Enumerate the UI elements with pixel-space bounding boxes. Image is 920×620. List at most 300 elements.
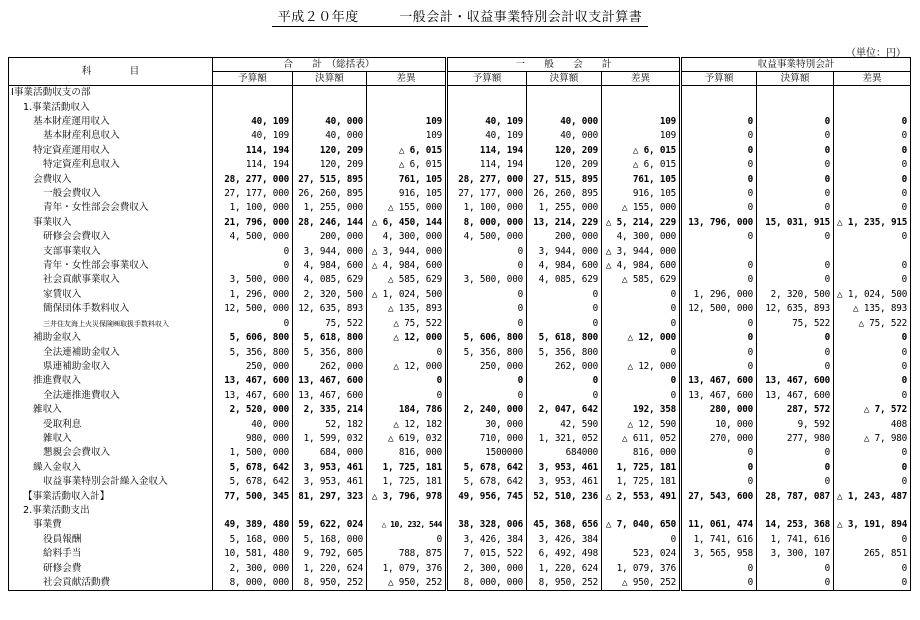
cell-value: 13, 467, 600 <box>213 389 293 403</box>
cell-value: 0 <box>681 259 757 273</box>
cell-value: △ 1, 235, 915 <box>834 216 911 230</box>
cell-value: 6, 492, 498 <box>527 547 602 561</box>
cell-value: 40, 109 <box>213 129 293 143</box>
cell-value: 523, 024 <box>602 547 681 561</box>
cell-value: 120, 209 <box>293 144 367 158</box>
cell-value: 287, 572 <box>757 403 834 417</box>
cell-value <box>367 100 447 114</box>
cell-value: △ 950, 252 <box>602 576 681 591</box>
cell-value: 0 <box>681 115 757 129</box>
row-label: 家賃収入 <box>9 288 213 302</box>
cell-value: 0 <box>834 172 911 186</box>
cell-value: 26, 260, 895 <box>527 187 602 201</box>
cell-value: 0 <box>834 273 911 287</box>
cell-value: △ 155, 000 <box>367 201 447 215</box>
cell-value: 816, 000 <box>602 446 681 460</box>
cell-value: 0 <box>447 317 527 331</box>
cell-value: 0 <box>757 115 834 129</box>
cell-value: △ 6, 450, 144 <box>367 216 447 230</box>
cell-value: 3, 953, 461 <box>293 461 367 475</box>
cell-value: 1500000 <box>447 446 527 460</box>
cell-value: △ 7, 572 <box>834 403 911 417</box>
cell-value: 4, 984, 600 <box>527 259 602 273</box>
cell-value: 8, 000, 000 <box>447 216 527 230</box>
cell-value: 13, 467, 600 <box>293 389 367 403</box>
cell-value: △ 6, 015 <box>367 158 447 172</box>
cell-value: 0 <box>527 288 602 302</box>
cell-value: 8, 000, 000 <box>447 576 527 591</box>
cell-value <box>447 100 527 114</box>
cell-value: 28, 277, 000 <box>213 172 293 186</box>
cell-value: 2, 320, 500 <box>293 288 367 302</box>
cell-value: 0 <box>681 201 757 215</box>
cell-value: 0 <box>602 345 681 359</box>
cell-value: △ 611, 052 <box>602 432 681 446</box>
cell-value: 5, 618, 800 <box>293 331 367 345</box>
cell-value: 1, 255, 000 <box>293 201 367 215</box>
cell-value <box>447 504 527 518</box>
row-label: 一般会費収入 <box>9 187 213 201</box>
row-label: 社会貢献活動費 <box>9 576 213 591</box>
cell-value: 27, 177, 000 <box>447 187 527 201</box>
cell-value: 0 <box>367 389 447 403</box>
cell-value: 0 <box>681 446 757 460</box>
cell-value: 0 <box>681 576 757 591</box>
cell-value: 27, 515, 895 <box>293 172 367 186</box>
cell-value: 761, 105 <box>367 172 447 186</box>
cell-value: △ 7, 980 <box>834 432 911 446</box>
table-row <box>9 461 911 475</box>
group-header-profit: 収益事業特別会計 <box>681 58 911 72</box>
row-label: 雑収入 <box>9 432 213 446</box>
cell-value: 3, 953, 461 <box>527 475 602 489</box>
table-row <box>9 172 911 186</box>
cell-value: 12, 500, 000 <box>213 302 293 316</box>
cell-value: 1, 741, 616 <box>681 533 757 547</box>
cell-value: 13, 467, 600 <box>757 374 834 388</box>
col-header: 差異 <box>602 72 681 86</box>
budget-table <box>8 57 911 591</box>
cell-value: 0 <box>834 129 911 143</box>
cell-value: 38, 328, 006 <box>447 518 527 532</box>
cell-value: 120, 209 <box>527 144 602 158</box>
cell-value: 0 <box>757 230 834 244</box>
table-row <box>9 504 911 518</box>
table-row <box>9 86 911 101</box>
cell-value: 75, 522 <box>757 317 834 331</box>
cell-value: △ 135, 893 <box>367 302 447 316</box>
cell-value: 262, 000 <box>293 360 367 374</box>
cell-value <box>757 504 834 518</box>
cell-value: 13, 467, 600 <box>757 389 834 403</box>
cell-value: 4, 085, 629 <box>527 273 602 287</box>
cell-value: 0 <box>681 317 757 331</box>
document-title-text: 平成２０年度 一般会計・収益事業特別会計収支計算書 <box>272 10 649 27</box>
cell-value: 5, 168, 000 <box>293 533 367 547</box>
cell-value: 0 <box>447 374 527 388</box>
cell-value: △ 135, 893 <box>834 302 911 316</box>
cell-value: 684, 000 <box>293 446 367 460</box>
cell-value: 5, 356, 800 <box>293 345 367 359</box>
cell-value: 408 <box>834 417 911 431</box>
cell-value: 0 <box>602 533 681 547</box>
cell-value: 0 <box>834 389 911 403</box>
cell-value <box>527 100 602 114</box>
cell-value: 250, 000 <box>213 360 293 374</box>
cell-value <box>834 86 911 101</box>
cell-value: 10, 000 <box>681 417 757 431</box>
row-label: 収益事業特別会計繰入金収入 <box>9 475 213 489</box>
cell-value: △ 75, 522 <box>834 317 911 331</box>
cell-value: 5, 356, 800 <box>527 345 602 359</box>
col-header: 予算額 <box>681 72 757 86</box>
cell-value: 270, 000 <box>681 432 757 446</box>
cell-value: 0 <box>757 331 834 345</box>
cell-value: 77, 500, 345 <box>213 489 293 503</box>
cell-value: 0 <box>834 475 911 489</box>
cell-value: 0 <box>681 273 757 287</box>
col-header: 決算額 <box>527 72 602 86</box>
cell-value: 2, 520, 000 <box>213 403 293 417</box>
cell-value: 0 <box>757 360 834 374</box>
cell-value: 120, 209 <box>293 158 367 172</box>
cell-value: 0 <box>213 259 293 273</box>
cell-value: 3, 426, 384 <box>447 533 527 547</box>
cell-value: 4, 500, 000 <box>213 230 293 244</box>
cell-value <box>681 86 757 101</box>
cell-value <box>681 100 757 114</box>
cell-value: 40, 000 <box>527 115 602 129</box>
row-label: 全法連推進費収入 <box>9 389 213 403</box>
cell-value: 684000 <box>527 446 602 460</box>
cell-value: 27, 177, 000 <box>213 187 293 201</box>
cell-value: 0 <box>681 129 757 143</box>
cell-value: △ 12, 000 <box>367 331 447 345</box>
cell-value: △ 619, 032 <box>367 432 447 446</box>
cell-value: 200, 000 <box>293 230 367 244</box>
cell-value: 3, 426, 384 <box>527 533 602 547</box>
cell-value <box>757 86 834 101</box>
cell-value: 0 <box>757 158 834 172</box>
cell-value: △ 3, 796, 978 <box>367 489 447 503</box>
table-row <box>9 547 911 561</box>
cell-value: 0 <box>447 288 527 302</box>
cell-value: 916, 105 <box>367 187 447 201</box>
table-row <box>9 100 911 114</box>
row-label: 簡保団体手数料収入 <box>9 302 213 316</box>
cell-value <box>293 86 367 101</box>
row-label: 懇親会会費収入 <box>9 446 213 460</box>
cell-value: 40, 109 <box>447 115 527 129</box>
cell-value: △ 155, 000 <box>602 201 681 215</box>
table-row <box>9 187 911 201</box>
cell-value: 10, 581, 480 <box>213 547 293 561</box>
cell-value: 1, 255, 000 <box>527 201 602 215</box>
row-label: 【事業活動収入計】 <box>9 489 213 503</box>
cell-value: 5, 678, 642 <box>447 475 527 489</box>
cell-value: △ 1, 243, 487 <box>834 489 911 503</box>
cell-value: 0 <box>834 230 911 244</box>
cell-value <box>527 86 602 101</box>
row-label: 2.事業活動支出 <box>9 504 213 518</box>
cell-value: 3, 565, 958 <box>681 547 757 561</box>
table-row <box>9 432 911 446</box>
cell-value: 5, 678, 642 <box>213 461 293 475</box>
cell-value: △ 3, 191, 894 <box>834 518 911 532</box>
cell-value: △ 12, 000 <box>602 331 681 345</box>
cell-value <box>527 504 602 518</box>
table-row <box>9 389 911 403</box>
cell-value: 109 <box>602 115 681 129</box>
cell-value: 1, 079, 376 <box>602 561 681 575</box>
cell-value: 2, 300, 000 <box>447 561 527 575</box>
cell-value: 109 <box>367 129 447 143</box>
cell-value: 0 <box>681 144 757 158</box>
cell-value: 12, 500, 000 <box>681 302 757 316</box>
table-header <box>9 58 911 86</box>
cell-value: 1, 296, 000 <box>213 288 293 302</box>
document-title <box>0 6 920 25</box>
cell-value: 0 <box>681 230 757 244</box>
cell-value: 0 <box>757 446 834 460</box>
cell-value <box>681 504 757 518</box>
cell-value: △ 12, 182 <box>367 417 447 431</box>
group-header-total: 合 計 （総括表） <box>213 58 447 72</box>
cell-value: △ 585, 629 <box>602 273 681 287</box>
cell-value: 192, 358 <box>602 403 681 417</box>
cell-value: 184, 786 <box>367 403 447 417</box>
table-row <box>9 374 911 388</box>
row-label: 給料手当 <box>9 547 213 561</box>
cell-value: 0 <box>834 360 911 374</box>
table-row <box>9 244 911 258</box>
cell-value: 0 <box>834 446 911 460</box>
cell-value: 710, 000 <box>447 432 527 446</box>
cell-value: 0 <box>602 288 681 302</box>
cell-value: 761, 105 <box>602 172 681 186</box>
cell-value: 21, 796, 000 <box>213 216 293 230</box>
row-label: 事業費 <box>9 518 213 532</box>
cell-value <box>834 100 911 114</box>
cell-value: △ 4, 984, 600 <box>367 259 447 273</box>
cell-value: 114, 194 <box>213 158 293 172</box>
cell-value: 3, 944, 000 <box>293 244 367 258</box>
cell-value: 109 <box>602 129 681 143</box>
cell-value: 816, 000 <box>367 446 447 460</box>
cell-value: 27, 515, 895 <box>527 172 602 186</box>
cell-value: △ 6, 015 <box>602 158 681 172</box>
cell-value: 0 <box>834 561 911 575</box>
cell-value: 0 <box>834 259 911 273</box>
subject-header: 科 目 <box>9 58 213 86</box>
cell-value: 2, 335, 214 <box>293 403 367 417</box>
col-header: 差異 <box>834 72 911 86</box>
cell-value: 250, 000 <box>447 360 527 374</box>
row-label: 特定資産運用収入 <box>9 144 213 158</box>
cell-value: 13, 467, 600 <box>681 389 757 403</box>
cell-value: 12, 635, 893 <box>293 302 367 316</box>
cell-value: 15, 031, 915 <box>757 216 834 230</box>
cell-value: 1, 725, 181 <box>367 461 447 475</box>
cell-value: 0 <box>527 374 602 388</box>
cell-value <box>602 100 681 114</box>
cell-value: △ 1, 024, 500 <box>367 288 447 302</box>
cell-value: 0 <box>681 360 757 374</box>
row-label: 社会貢献事業収入 <box>9 273 213 287</box>
table-row <box>9 158 911 172</box>
row-label: 受取利息 <box>9 417 213 431</box>
cell-value: 5, 356, 800 <box>213 345 293 359</box>
cell-value: 45, 368, 656 <box>527 518 602 532</box>
cell-value: 114, 194 <box>213 144 293 158</box>
cell-value: 40, 000 <box>213 417 293 431</box>
cell-value <box>602 86 681 101</box>
table-row <box>9 518 911 532</box>
cell-value: 5, 618, 800 <box>527 331 602 345</box>
cell-value: △ 3, 944, 000 <box>367 244 447 258</box>
cell-value: 0 <box>834 345 911 359</box>
cell-value: △ 12, 000 <box>367 360 447 374</box>
cell-value: 3, 953, 461 <box>293 475 367 489</box>
cell-value: 28, 787, 087 <box>757 489 834 503</box>
cell-value: 9, 792, 605 <box>293 547 367 561</box>
cell-value: 0 <box>527 317 602 331</box>
table-row <box>9 129 911 143</box>
cell-value: 9, 592 <box>757 417 834 431</box>
row-label: 繰入金収入 <box>9 461 213 475</box>
row-label: 基本財産運用収入 <box>9 115 213 129</box>
cell-value <box>367 86 447 101</box>
cell-value: 40, 000 <box>293 129 367 143</box>
cell-value: 0 <box>834 576 911 591</box>
cell-value: 0 <box>834 461 911 475</box>
table-body <box>9 86 911 591</box>
cell-value: 5, 168, 000 <box>213 533 293 547</box>
cell-value: 0 <box>681 475 757 489</box>
table-row <box>9 302 911 316</box>
cell-value <box>293 100 367 114</box>
cell-value: 75, 522 <box>293 317 367 331</box>
cell-value: 8, 950, 252 <box>527 576 602 591</box>
cell-value: 4, 300, 000 <box>602 230 681 244</box>
cell-value: 2, 240, 000 <box>447 403 527 417</box>
cell-value: 200, 000 <box>527 230 602 244</box>
cell-value: 49, 956, 745 <box>447 489 527 503</box>
cell-value <box>367 504 447 518</box>
cell-value: 0 <box>757 129 834 143</box>
cell-value: 0 <box>757 461 834 475</box>
cell-value: 0 <box>757 345 834 359</box>
col-header: 予算額 <box>213 72 293 86</box>
cell-value: △ 6, 015 <box>602 144 681 158</box>
group-header-general: 一 般 会 計 <box>447 58 681 72</box>
cell-value: 13, 467, 600 <box>293 374 367 388</box>
cell-value: 8, 950, 252 <box>293 576 367 591</box>
table-row <box>9 144 911 158</box>
cell-value: 40, 109 <box>447 129 527 143</box>
cell-value: △ 6, 015 <box>367 144 447 158</box>
table-row <box>9 331 911 345</box>
col-header: 決算額 <box>757 72 834 86</box>
cell-value: 0 <box>602 302 681 316</box>
cell-value: 3, 953, 461 <box>527 461 602 475</box>
cell-value: 1, 321, 052 <box>527 432 602 446</box>
cell-value: 0 <box>834 115 911 129</box>
row-label: 基本財産利息収入 <box>9 129 213 143</box>
cell-value: 0 <box>447 259 527 273</box>
cell-value: 11, 061, 474 <box>681 518 757 532</box>
cell-value: 4, 085, 629 <box>293 273 367 287</box>
cell-value: 0 <box>681 561 757 575</box>
cell-value: 1, 100, 000 <box>447 201 527 215</box>
cell-value <box>447 86 527 101</box>
cell-value: 0 <box>757 144 834 158</box>
cell-value: 1, 296, 000 <box>681 288 757 302</box>
cell-value: 0 <box>757 273 834 287</box>
table-row <box>9 273 911 287</box>
row-label: 三井住友海上火災保険㈱取扱手数料収入 <box>9 317 213 331</box>
cell-value: 0 <box>834 144 911 158</box>
cell-value: 49, 389, 480 <box>213 518 293 532</box>
cell-value: 0 <box>602 374 681 388</box>
cell-value: 980, 000 <box>213 432 293 446</box>
row-label: 雑収入 <box>9 403 213 417</box>
cell-value: 81, 297, 323 <box>293 489 367 503</box>
table-row <box>9 533 911 547</box>
cell-value: △ 585, 629 <box>367 273 447 287</box>
cell-value: 0 <box>602 317 681 331</box>
row-label: 推進費収入 <box>9 374 213 388</box>
table-row <box>9 489 911 503</box>
cell-value: 5, 678, 642 <box>213 475 293 489</box>
cell-value: 2, 300, 000 <box>213 561 293 575</box>
cell-value: 0 <box>681 158 757 172</box>
cell-value: 1, 599, 032 <box>293 432 367 446</box>
cell-value: 0 <box>834 187 911 201</box>
cell-value: 277, 980 <box>757 432 834 446</box>
cell-value: 916, 105 <box>602 187 681 201</box>
row-label: 青年・女性部会事業収入 <box>9 259 213 273</box>
table-row <box>9 417 911 431</box>
cell-value: 1, 100, 000 <box>213 201 293 215</box>
cell-value <box>834 244 911 258</box>
cell-value: 7, 015, 522 <box>447 547 527 561</box>
cell-value: 0 <box>757 201 834 215</box>
cell-value: 0 <box>447 302 527 316</box>
table-row <box>9 345 911 359</box>
table-row <box>9 403 911 417</box>
table-row <box>9 360 911 374</box>
cell-value: 0 <box>602 389 681 403</box>
cell-value: 13, 796, 000 <box>681 216 757 230</box>
cell-value: 26, 260, 895 <box>293 187 367 201</box>
cell-value: 4, 300, 000 <box>367 230 447 244</box>
cell-value <box>602 504 681 518</box>
cell-value: 3, 500, 000 <box>213 273 293 287</box>
row-label: 県連補助金収入 <box>9 360 213 374</box>
table-row <box>9 446 911 460</box>
cell-value: 27, 543, 600 <box>681 489 757 503</box>
cell-value: 1, 741, 616 <box>757 533 834 547</box>
row-label: 役員報酬 <box>9 533 213 547</box>
cell-value: 0 <box>681 172 757 186</box>
table-row <box>9 561 911 575</box>
cell-value <box>757 244 834 258</box>
cell-value: 52, 510, 236 <box>527 489 602 503</box>
table-row <box>9 475 911 489</box>
cell-value: △ 7, 040, 650 <box>602 518 681 532</box>
cell-value: 1, 079, 376 <box>367 561 447 575</box>
